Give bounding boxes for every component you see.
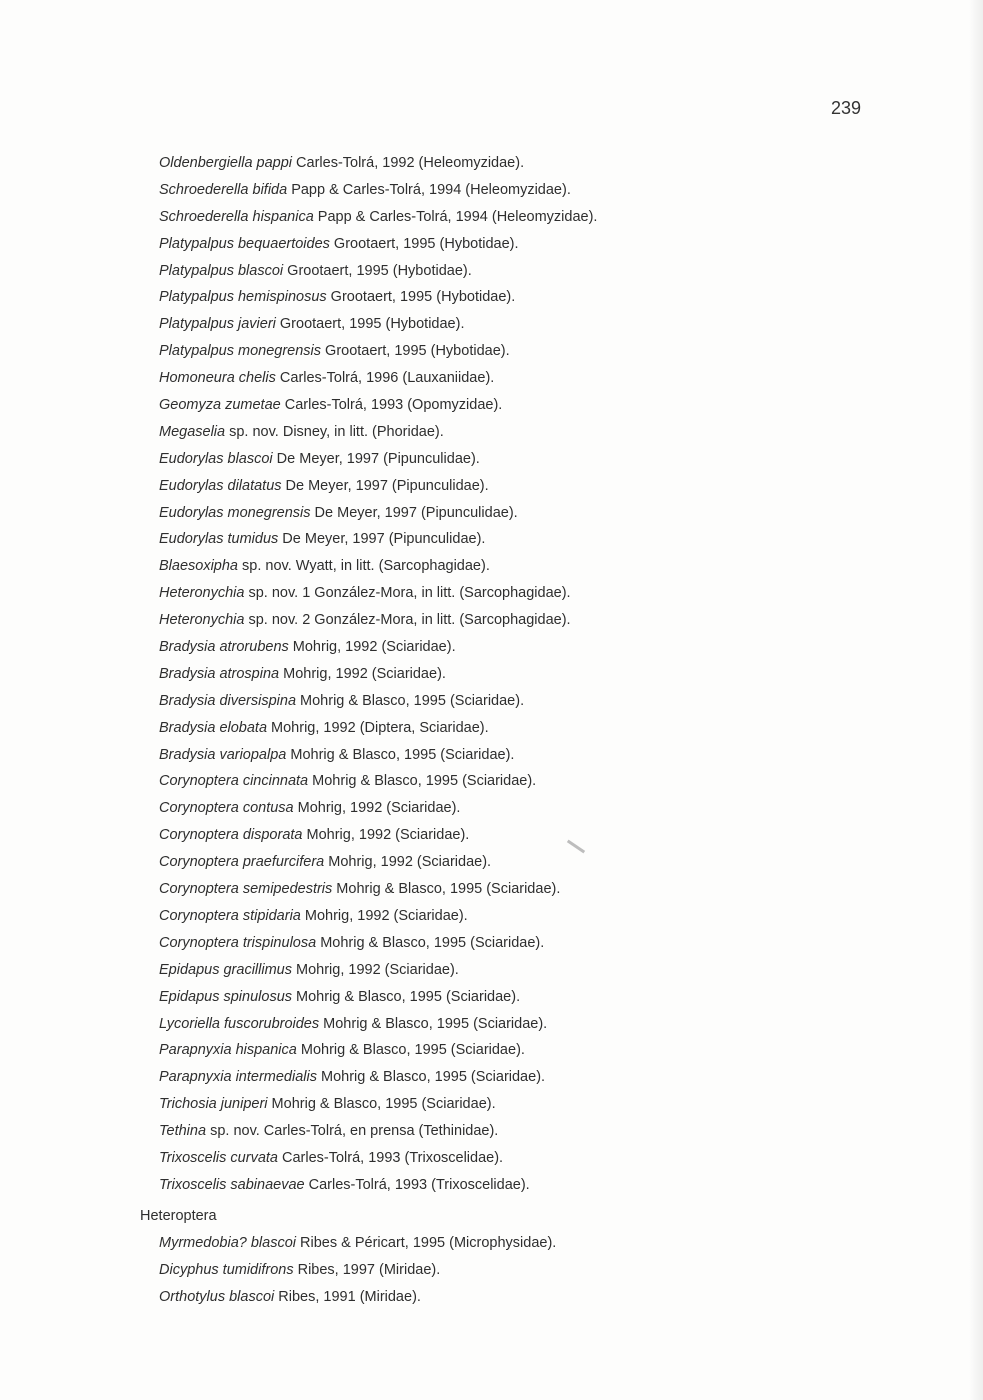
species-entry <box>159 553 597 580</box>
species-citation: Mohrig & Blasco, 1995 (Sciaridae). <box>332 881 561 898</box>
species-entry <box>159 446 597 473</box>
species-entry <box>159 177 597 204</box>
species-name: Bradysia variopalpa <box>159 746 287 763</box>
species-citation: Mohrig & Blasco, 1995 (Sciaridae). <box>296 692 525 709</box>
species-entry <box>159 473 597 500</box>
species-entry <box>159 1257 556 1284</box>
species-citation: sp. nov. Carles-Tolrá, en prensa (Tethinidae). <box>206 1123 499 1140</box>
species-name: Parapnyxia intermedialis <box>159 1069 317 1086</box>
species-citation: Papp & Carles-Tolrá, 1994 (Heleomyzidae). <box>287 181 571 198</box>
diptera-species-list <box>159 150 597 1199</box>
species-name: Eudorylas dilatatus <box>159 477 282 494</box>
species-name: Platypalpus javieri <box>159 316 276 333</box>
species-citation: Grootaert, 1995 (Hybotidae). <box>275 316 465 333</box>
species-name: Orthotylus blascoi <box>159 1288 275 1305</box>
species-entry <box>159 284 597 311</box>
species-name: Platypalpus hemispinosus <box>159 289 327 306</box>
species-entry <box>159 876 597 903</box>
species-citation: Ribes & Péricart, 1995 (Microphysidae). <box>296 1235 557 1251</box>
species-entry <box>159 231 597 258</box>
species-name: Epidapus gracillimus <box>159 961 292 978</box>
species-name: Corynoptera disporata <box>159 827 303 844</box>
species-entry <box>159 984 597 1011</box>
species-name: Schroederella hispanica <box>159 208 314 225</box>
heteroptera-species-list <box>159 1230 556 1311</box>
species-entry <box>159 957 597 984</box>
species-name: Platypalpus bequaertoides <box>159 235 330 252</box>
species-name: Corynoptera stipidaria <box>159 907 301 924</box>
species-citation: Mohrig, 1992 (Sciaridae). <box>302 827 470 844</box>
species-citation: Mohrig & Blasco, 1995 (Sciaridae). <box>316 1069 546 1086</box>
species-citation: Grootaert, 1995 (Hybotidae). <box>321 343 510 360</box>
species-entry <box>159 1011 597 1038</box>
species-entry <box>159 1118 597 1145</box>
species-citation: Mohrig & Blasco, 1995 (Sciaridae). <box>267 1096 496 1113</box>
page-number: 239 <box>830 98 861 118</box>
species-citation: De Meyer, 1997 (Pipunculidae). <box>278 531 486 548</box>
species-citation: Mohrig & Blasco, 1995 (Sciaridae). <box>292 988 521 1005</box>
group-heading: Heteroptera <box>140 1208 217 1224</box>
species-name: Eudorylas monegrensis <box>159 504 311 521</box>
species-citation: Mohrig & Blasco, 1995 (Sciaridae). <box>286 746 515 763</box>
species-name: Oldenbergiella pappi <box>159 155 293 171</box>
species-entry <box>159 150 597 177</box>
species-entry <box>159 1064 597 1091</box>
species-entry <box>159 500 597 527</box>
species-citation: Mohrig, 1992 (Sciaridae). <box>291 961 459 978</box>
species-citation: Mohrig, 1992 (Sciaridae). <box>324 854 492 871</box>
species-entry <box>159 930 597 957</box>
species-entry <box>159 258 597 285</box>
species-citation: Carles-Tolrá, 1992 (Heleomyzidae). <box>292 155 525 171</box>
species-entry <box>159 688 597 715</box>
species-name: Eudorylas blascoi <box>159 450 273 467</box>
species-citation: sp. nov. Wyatt, in litt. (Sarcophagidae). <box>238 558 490 575</box>
species-citation: Mohrig & Blasco, 1995 (Sciaridae). <box>308 773 537 790</box>
species-name: Eudorylas tumidus <box>159 531 279 548</box>
species-name: Bradysia diversispina <box>159 692 297 709</box>
species-citation: Mohrig, 1992 (Sciaridae). <box>279 665 446 682</box>
species-name: Heteronychia <box>159 585 245 602</box>
species-citation: sp. nov. 2 González-Mora, in litt. (Sarcophagidae). <box>244 612 571 629</box>
species-entry <box>159 392 597 419</box>
species-name: Megaselia <box>159 423 226 440</box>
species-name: Blaesoxipha <box>159 558 238 575</box>
species-citation: Ribes, 1997 (Miridae). <box>293 1261 441 1278</box>
species-entry <box>159 338 597 365</box>
species-name: Bradysia elobata <box>159 719 268 736</box>
species-citation: De Meyer, 1997 (Pipunculidae). <box>310 504 518 521</box>
species-name: Bradysia atrorubens <box>159 639 289 656</box>
species-entry <box>159 1230 556 1257</box>
species-entry <box>159 1172 597 1199</box>
species-name: Corynoptera trispinulosa <box>159 934 317 951</box>
species-citation: De Meyer, 1997 (Pipunculidae). <box>272 450 480 467</box>
species-citation: sp. nov. Disney, in litt. (Phoridae). <box>225 423 444 440</box>
species-entry <box>159 849 597 876</box>
species-citation: Papp & Carles-Tolrá, 1994 (Heleomyzidae). <box>313 208 598 225</box>
species-entry <box>159 1284 556 1311</box>
species-citation: Carles-Tolrá, 1993 (Trixoscelidae). <box>304 1176 530 1193</box>
species-name: Epidapus spinulosus <box>159 988 293 1005</box>
species-name: Tethina <box>159 1123 207 1140</box>
species-name: Myrmedobia? blascoi <box>159 1235 297 1251</box>
species-citation: Mohrig, 1992 (Sciaridae). <box>300 907 468 924</box>
species-citation: De Meyer, 1997 (Pipunculidae). <box>281 477 489 494</box>
species-entry <box>159 1091 597 1118</box>
species-citation: Carles-Tolrá, 1993 (Opomyzidae). <box>280 397 503 414</box>
species-citation: Mohrig, 1992 (Sciaridae). <box>293 800 461 817</box>
species-citation: Mohrig & Blasco, 1995 (Sciaridae). <box>316 934 545 951</box>
species-name: Dicyphus tumidifrons <box>159 1261 294 1278</box>
species-citation: Ribes, 1991 (Miridae). <box>274 1288 421 1305</box>
species-name: Lycoriella fuscorubroides <box>159 1015 320 1032</box>
species-name: Parapnyxia hispanica <box>159 1042 297 1059</box>
species-name: Corynoptera contusa <box>159 800 294 817</box>
species-entry <box>159 204 597 231</box>
species-name: Corynoptera praefurcifera <box>159 854 325 871</box>
species-entry <box>159 1037 597 1064</box>
species-entry <box>159 607 597 634</box>
species-name: Schroederella bifida <box>159 181 288 198</box>
species-name: Corynoptera semipedestris <box>159 881 333 898</box>
species-name: Homoneura chelis <box>159 370 276 387</box>
species-name: Heteronychia <box>159 612 245 629</box>
species-name: Platypalpus blascoi <box>159 262 284 279</box>
species-name: Trixoscelis curvata <box>159 1149 278 1166</box>
species-name: Corynoptera cincinnata <box>159 773 309 790</box>
species-citation: Mohrig & Blasco, 1995 (Sciaridae). <box>296 1042 525 1059</box>
page-edge-shadow <box>969 0 983 1400</box>
species-entry <box>159 526 597 553</box>
species-entry <box>159 580 597 607</box>
species-entry <box>159 1145 597 1172</box>
species-entry <box>159 903 597 930</box>
species-name: Trichosia juniperi <box>159 1096 268 1113</box>
species-name: Bradysia atrospina <box>159 665 280 682</box>
species-entry <box>159 768 597 795</box>
species-entry <box>159 661 597 688</box>
species-entry <box>159 634 597 661</box>
species-entry <box>159 365 597 392</box>
species-citation: Mohrig, 1992 (Sciaridae). <box>288 639 456 656</box>
species-entry <box>159 715 597 742</box>
species-citation: Grootaert, 1995 (Hybotidae). <box>326 289 516 306</box>
species-citation: Carles-Tolrá, 1996 (Lauxaniidae). <box>275 370 495 387</box>
species-citation: sp. nov. 1 González-Mora, in litt. (Sarcophagidae). <box>244 585 571 602</box>
species-citation: Mohrig & Blasco, 1995 (Sciaridae). <box>319 1015 548 1032</box>
species-citation: Carles-Tolrá, 1993 (Trixoscelidae). <box>277 1149 504 1166</box>
species-entry <box>159 311 597 338</box>
species-citation: Grootaert, 1995 (Hybotidae). <box>329 235 519 252</box>
species-entry <box>159 419 597 446</box>
species-entry <box>159 822 597 849</box>
species-name: Platypalpus monegrensis <box>159 343 322 360</box>
species-entry <box>159 795 597 822</box>
species-entry <box>159 742 597 769</box>
species-citation: Grootaert, 1995 (Hybotidae). <box>283 262 472 279</box>
species-citation: Mohrig, 1992 (Diptera, Sciaridae). <box>267 719 489 736</box>
species-name: Geomyza zumetae <box>159 397 281 414</box>
species-name: Trixoscelis sabinaevae <box>159 1176 305 1193</box>
